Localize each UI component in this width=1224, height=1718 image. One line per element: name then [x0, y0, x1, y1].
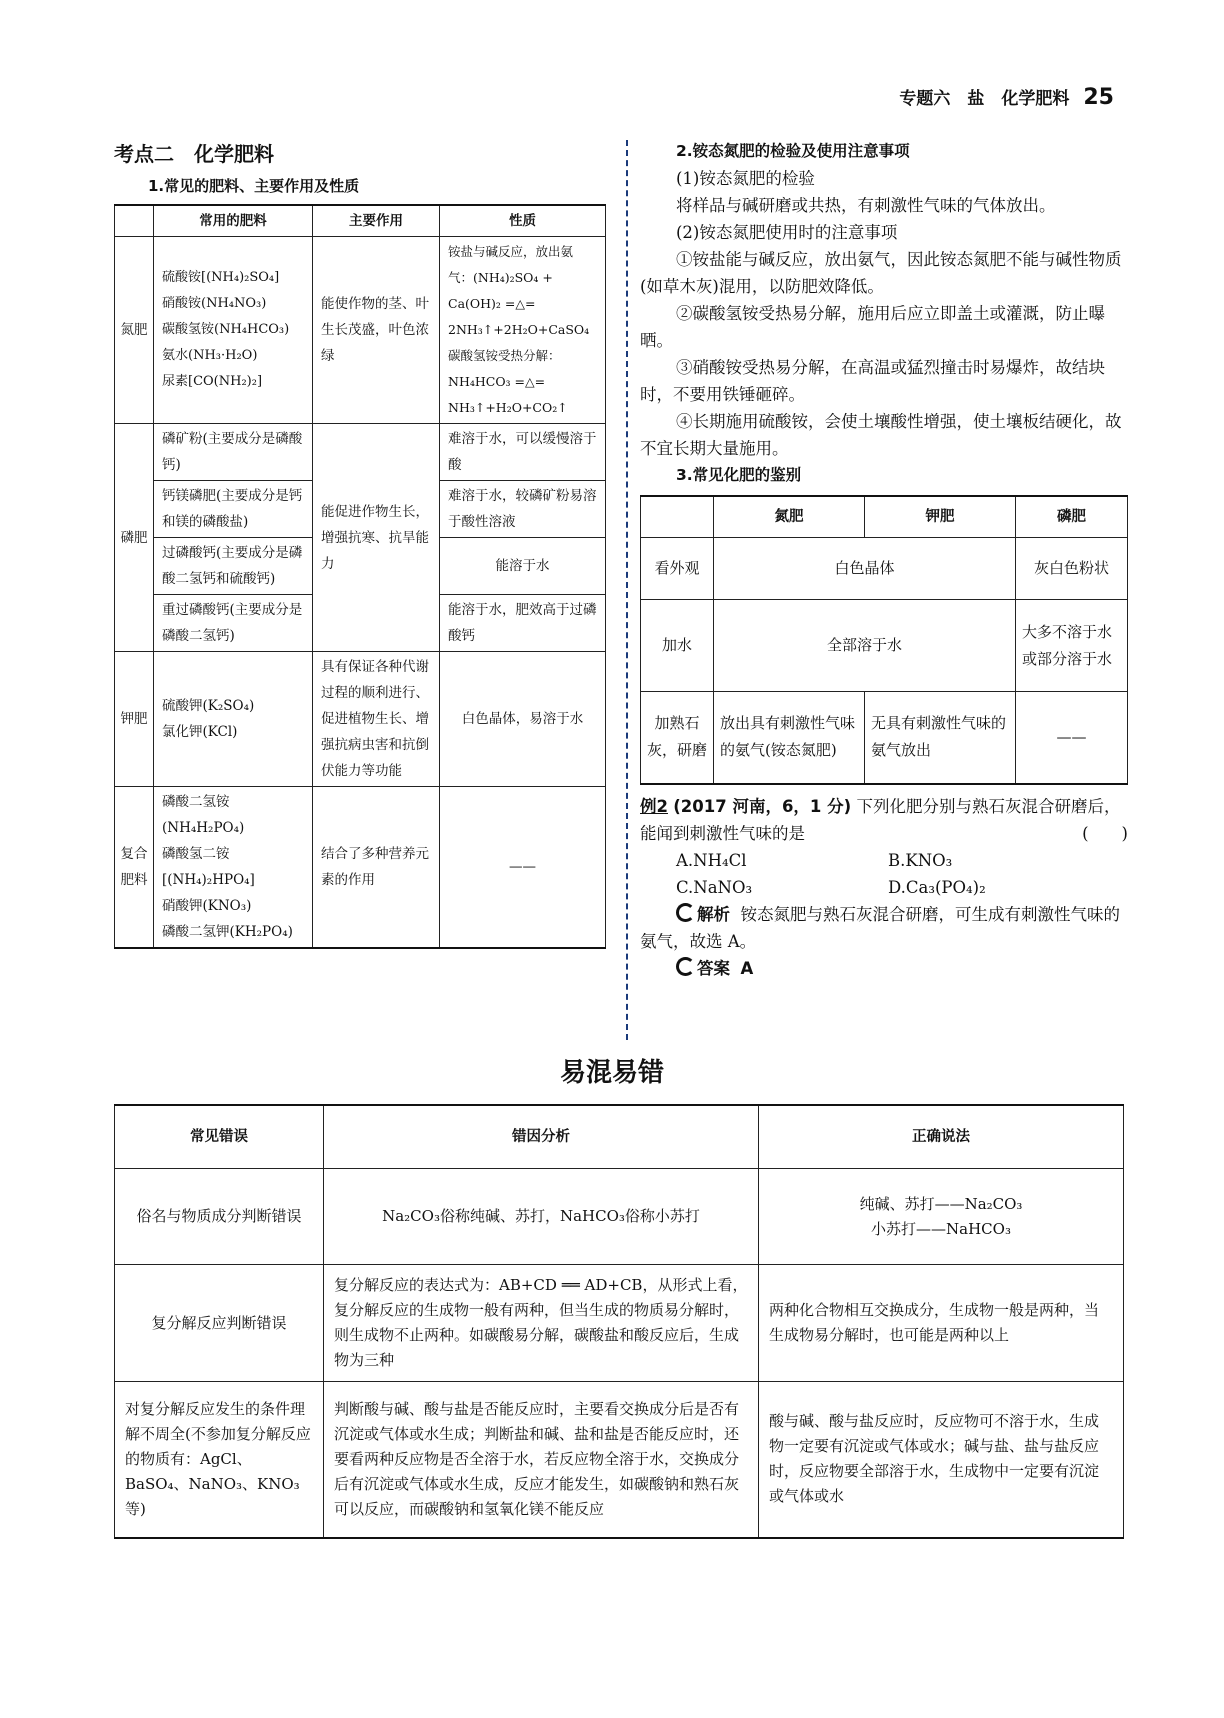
table-header-row [641, 496, 1128, 538]
header-phosphorus: 磷肥 [1016, 496, 1128, 538]
subsection-title: 1.常见的肥料、主要作用及性质 [148, 177, 360, 195]
confusion-table [114, 1104, 1124, 1539]
identification-table [640, 495, 1128, 785]
page-header [899, 84, 1114, 110]
table-row-potassium [115, 652, 606, 787]
analysis-text: 铵态氮肥与熟石灰混合研磨，可生成有刺激性气味的氨气，故选 A。 [640, 904, 1120, 951]
property-cell: 难溶于水，较磷矿粉易溶于酸性溶液 [440, 481, 606, 538]
table-row [115, 1265, 1124, 1382]
option-d: D.Ca₃(PO₄)₂ [888, 877, 986, 897]
header-nitrogen: 氮肥 [714, 496, 865, 538]
fertilizer-cell: 磷酸二氢铵 (NH₄H₂PO₄) 磷酸氢二铵 [(NH₄)₂HPO₄] 硝酸钾(KNO₃) 磷酸二氢钾(KH₂PO₄) [154, 787, 313, 949]
row-label: 加熟石灰，研磨 [641, 692, 714, 784]
fertilizer-table [114, 204, 606, 949]
category-cell: 磷肥 [115, 424, 154, 652]
table-header-row [115, 205, 606, 237]
cell-potassium: 无具有刺激性气味的氨气放出 [865, 692, 1016, 784]
fertilizer-cell: 硫酸钾(K₂SO₄) 氯化钾(KCl) [154, 652, 313, 787]
header-fertilizer: 常用的肥料 [154, 205, 313, 237]
analysis-cell: 复分解反应的表达式为：AB+CD ══ AD+CB，从形式上看，复分解反应的生成物一般有两种，但当生成的物质易分解时，则生成物不止两种。如碳酸易分解，碳酸盐和酸反应后，生成物为三种 [324, 1265, 759, 1382]
answer-value: A [740, 958, 754, 978]
answer-icon [676, 957, 695, 976]
cell-phosphorus: 大多不溶于水或部分溶于水 [1016, 600, 1128, 692]
option-b: B.KNO₃ [888, 850, 953, 870]
note-item: ②碳酸氢铵受热易分解，施用后应立即盖土或灌溉，防止曝晒。 [640, 304, 1105, 350]
correct-cell: 两种化合物相互交换成分，生成物一般是两种，当生成物易分解时，也可能是两种以上 [759, 1265, 1124, 1382]
column-divider [626, 140, 628, 1040]
subsection-title: 2.铵态氮肥的检验及使用注意事项 [676, 142, 910, 160]
effect-cell: 结合了多种营养元素的作用 [313, 787, 440, 949]
effect-cell: 能促进作物生长，增强抗寒、抗旱能力 [313, 424, 440, 652]
answer [640, 955, 1128, 982]
note-item: ④长期施用硫酸铵，会使土壤酸性增强，使土壤板结硬化，故不宜长期大量施用。 [640, 412, 1122, 458]
category-cell: 钾肥 [115, 652, 154, 787]
paragraph-heading: (2)铵态氮肥使用时的注意事项 [676, 223, 898, 242]
table-row [641, 600, 1128, 692]
error-cell: 俗名与物质成分判断错误 [115, 1169, 324, 1265]
analysis-label: 解析 [697, 904, 730, 924]
property-cell: 铵盐与碱反应，放出氨气：(NH₄)₂SO₄ + Ca(OH)₂ =△= 2NH₃↑+2H₂O+CaSO₄ 碳酸氢铵受热分解：NH₄HCO₃ =△= NH₃↑+H₂O+CO₂↑ [440, 237, 606, 424]
category-cell: 复合肥料 [115, 787, 154, 949]
effect-cell: 具有保证各种代谢过程的顺利进行、促进植物生长、增强抗病虫害和抗倒伏能力等功能 [313, 652, 440, 787]
header-potassium: 钾肥 [865, 496, 1016, 538]
table-row-compound [115, 787, 606, 949]
property-cell: 难溶于水，可以缓慢溶于酸 [440, 424, 606, 481]
header-empty [641, 496, 714, 538]
correct-cell: 酸与碱、酸与盐反应时，反应物可不溶于水，生成物一定要有沉淀或气体或水；碱与盐、盐与盐反应时，反应物要全部溶于水，生成物中一定要有沉淀或气体或水 [759, 1382, 1124, 1538]
subsection-title: 3.常见化肥的鉴别 [676, 466, 802, 484]
cell-nitrogen-potassium: 白色晶体 [714, 538, 1016, 600]
row-label: 加水 [641, 600, 714, 692]
options-grid [676, 847, 1128, 901]
table-header-row [115, 1105, 1124, 1169]
page-number: 25 [1083, 85, 1114, 110]
header-analysis: 错因分析 [324, 1105, 759, 1169]
property-cell: 能溶于水 [440, 538, 606, 595]
option-a: A.NH₄Cl [676, 850, 747, 870]
table-row [115, 1382, 1124, 1538]
note-item: ①铵盐能与碱反应，放出氨气，因此铵态氮肥不能与碱性物质(如草木灰)混用，以防肥效降低。 [640, 250, 1122, 296]
error-cell: 对复分解反应发生的条件理解不周全(不参加复分解反应的物质有：AgCl、BaSO₄、NaNO₃、KNO₃等) [115, 1382, 324, 1538]
category-cell: 氮肥 [115, 237, 154, 424]
paragraph: 将样品与碱研磨或共热，有刺激性气味的气体放出。 [676, 196, 1056, 215]
header-property: 性质 [440, 205, 606, 237]
cell-phosphorus: —— [1016, 692, 1128, 784]
header-error: 常见错误 [115, 1105, 324, 1169]
example-question [640, 793, 1128, 847]
example-block [640, 793, 1128, 982]
section-title: 考点二 化学肥料 [114, 142, 274, 166]
analysis [640, 901, 1128, 955]
correct-cell: 纯碱、苏打——Na₂CO₃ 小苏打——NaHCO₃ [759, 1169, 1124, 1265]
table-row-nitrogen [115, 237, 606, 424]
note-item: ③硝酸铵受热易分解，在高温或猛烈撞击时易爆炸，故结块时，不要用铁锤砸碎。 [640, 358, 1105, 404]
answer-label: 答案 [697, 958, 730, 978]
cell-nitrogen: 放出具有刺激性气味的氨气(铵态氮肥) [714, 692, 865, 784]
fertilizer-cell: 钙镁磷肥(主要成分是钙和镁的磷酸盐) [154, 481, 313, 538]
paragraph-heading: (1)铵态氮肥的检验 [676, 169, 815, 188]
analysis-icon [676, 903, 695, 922]
header-empty [115, 205, 154, 237]
header-correct: 正确说法 [759, 1105, 1124, 1169]
question-text: 下列化肥分别与熟石灰混合研磨后，能闻到刺激性气味的是 [640, 796, 1121, 843]
cell-nitrogen-potassium: 全部溶于水 [714, 600, 1016, 692]
effect-cell: 能使作物的茎、叶生长茂盛，叶色浓绿 [313, 237, 440, 424]
header-effect: 主要作用 [313, 205, 440, 237]
property-cell: 白色晶体，易溶于水 [440, 652, 606, 787]
fertilizer-cell: 硫酸铵[(NH₄)₂SO₄] 硝酸铵(NH₄NO₃) 碳酸氢铵(NH₄HCO₃) 氨水(NH₃·H₂O) 尿素[CO(NH₂)₂] [154, 237, 313, 424]
fertilizer-cell: 过磷酸钙(主要成分是磷酸二氢钙和硫酸钙) [154, 538, 313, 595]
table-row [641, 692, 1128, 784]
cell-phosphorus: 灰白色粉状 [1016, 538, 1128, 600]
left-column [114, 138, 606, 949]
confusion-title: 易混易错 [559, 1058, 664, 1088]
property-cell: 能溶于水，肥效高于过磷酸钙 [440, 595, 606, 652]
row-label: 看外观 [641, 538, 714, 600]
error-cell: 复分解反应判断错误 [115, 1265, 324, 1382]
fertilizer-cell: 重过磷酸钙(主要成分是磷酸二氢钙) [154, 595, 313, 652]
chapter-title: 专题六 盐 化学肥料 [899, 89, 1070, 109]
table-row [641, 538, 1128, 600]
answer-blank: ( ) [1082, 823, 1128, 843]
analysis-cell: 判断酸与碱、酸与盐是否能反应时，主要看交换成分后是否有沉淀或气体或水生成；判断盐和碱、盐和盐是否能反应时，还要看两种反应物是否全溶于水，若反应物全溶于水，交换成分后有沉淀或气体或水生成，反应才能发生，如碳酸钠和熟石灰可以反应，而碳酸钠和氢氧化镁不能反应 [324, 1382, 759, 1538]
right-column [640, 138, 1128, 982]
analysis-cell: Na₂CO₃俗称纯碱、苏打，NaHCO₃俗称小苏打 [324, 1169, 759, 1265]
property-cell: —— [440, 787, 606, 949]
example-source: (2017 河南，6，1 分) [673, 796, 852, 816]
table-row-phosphorus [115, 424, 606, 481]
option-c: C.NaNO₃ [676, 877, 753, 897]
fertilizer-cell: 磷矿粉(主要成分是磷酸钙) [154, 424, 313, 481]
example-label: 例2 [640, 796, 668, 816]
table-row [115, 1169, 1124, 1265]
